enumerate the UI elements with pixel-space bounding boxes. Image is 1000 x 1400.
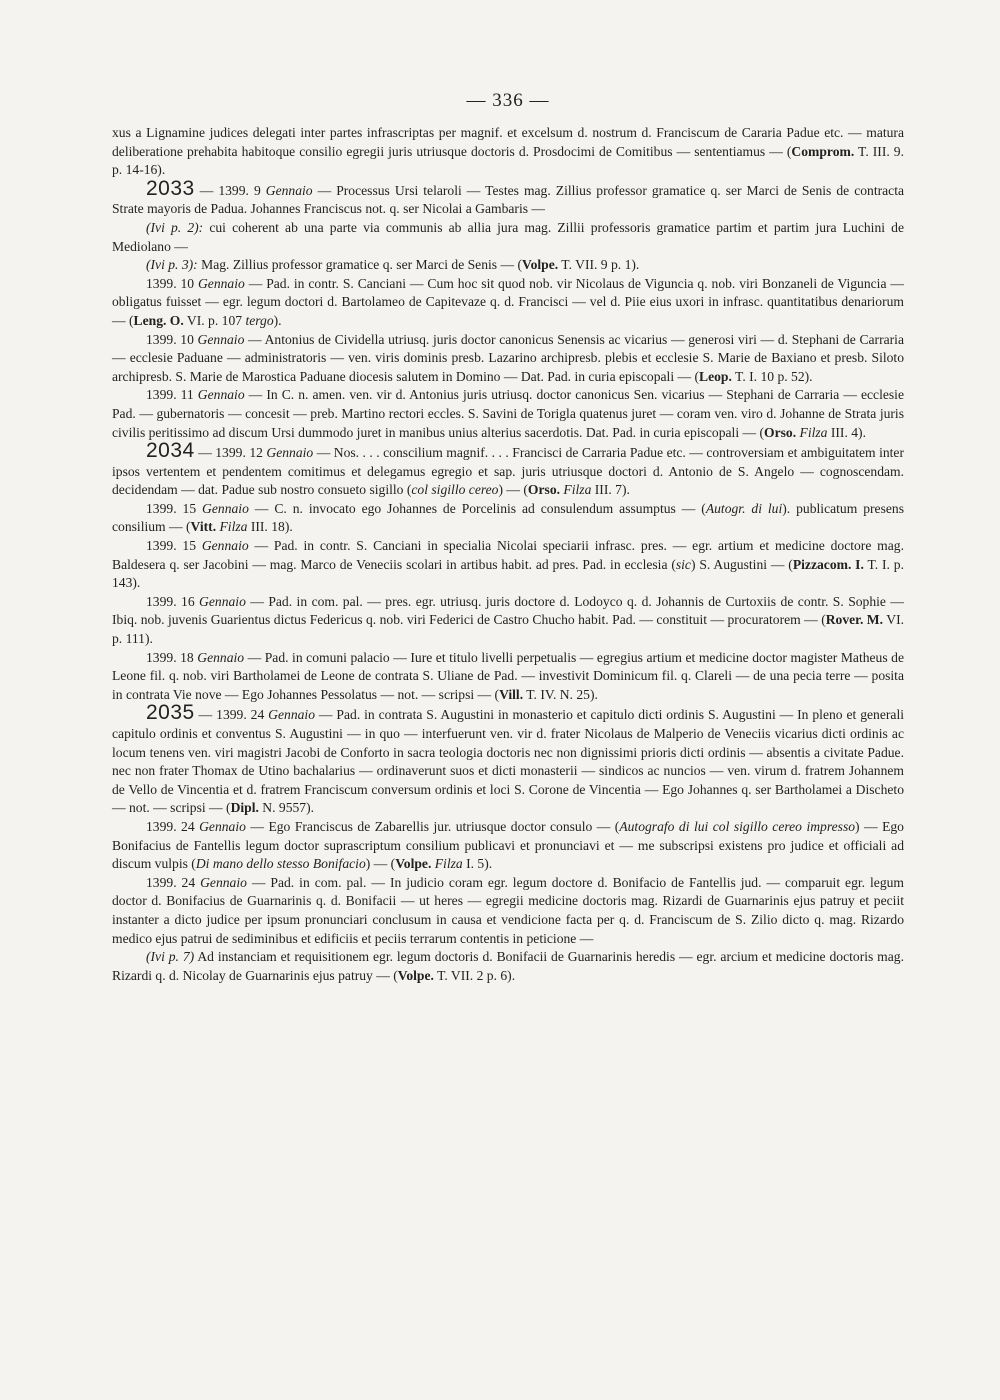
document-paragraph	[112, 537, 904, 593]
document-paragraph	[112, 256, 904, 275]
text-segment: T. I. p. 143).	[112, 556, 904, 591]
text-segment: T. III. 9. p. 14-16).	[112, 143, 904, 178]
text-segment: 1399. 10	[146, 275, 198, 291]
text-segment: Mag. Zillius professor gramatice q. ser Marci de Senis — (	[197, 257, 522, 273]
italic-text: (Ivi p. 2):	[146, 219, 204, 235]
text-segment: — Nos. . . . conscilium magnif. . . . Francisci de Carraria Padue etc. — controversiam et ambiguitatem inter ipsos vertentem et pendentem comitimus et delegamus egregio et sap. juris utriusque doctori d. Antonio de S. Angelo — cognoscendam. decidendam — dat. Padue sub nostro consueto sigillo (	[112, 445, 904, 498]
source-reference: Orso.	[527, 482, 561, 498]
text-segment: — Pad. in contr. S. Canciani — Cum hoc sit quod nob. vir Nicolaus de Viguncia q. nob. viri Bonzaneli de Viguncia — obligatus fuisset — egr. legum doctori d. Bartolameo de Capitevaze q. d. Francisci — vel d. Piie eius uxori in infrasc. quantitatibus denariorum — (	[112, 275, 904, 328]
italic-text: sic	[675, 556, 691, 572]
source-reference: Orso.	[764, 424, 797, 440]
text-segment: — Ego Franciscus de Zabarellis jur. utriusque doctor consulo — (	[245, 818, 620, 834]
text-segment: ). publicatum presens consilium — (	[112, 500, 904, 535]
text-segment: III. 18).	[247, 519, 293, 535]
text-segment: cui coherent ab una parte via communis ab allia jura mag. Zillii professoris gramatice partim et partim jura Luchini de Mediolano —	[112, 219, 904, 254]
text-segment: — Antonius de Cividella utriusq. juris doctor canonicus Senensis ac vicarius — generosi viri — d. Stephani de Carraria — ecclesie Paduane — administratoris — ven. viris dominis presb. Lazarino archipresb. plebis et ecclesie S. Marie de Baxiano et presb. Siloto archipresb. S. Marie de Marostica Paduane diocesis salutem in Domino — Dat. Pad. in curia episcopali — (	[112, 331, 904, 384]
text-segment: — 1399. 9	[194, 182, 266, 198]
text-segment: VI. p. 107	[183, 312, 246, 328]
document-paragraph	[112, 219, 904, 256]
italic-text: Gennaio	[197, 331, 245, 347]
italic-text: Filza	[563, 482, 592, 498]
source-reference: Vill.	[499, 686, 524, 702]
text-segment: 1399. 24	[146, 818, 200, 834]
italic-text: Gennaio	[199, 593, 246, 609]
source-reference: Pizzacom. I.	[792, 556, 864, 572]
text-segment: — Pad. in com. pal. — pres. egr. utriusq. juris doctore d. Lodoyco q. d. Johannis de Curtoxiis de contr. S. Sophie — Ibiq. nob. juvenis Guarientus dictus Federicus q. nob. viri Federici de Castro Chucho habit. Pad. — constituit — procuratorem — (	[112, 593, 904, 628]
italic-text: tergo	[245, 312, 274, 328]
text-segment: — Pad. in contr. S. Canciani in specialia Nicolai speciarii infrasc. pres. — egr. artium et medicine doctore mag. Baldesera q. ser Jacobini — mag. Marco de Veneciis scolari in artibus habit. ad pres. Pad. in ecclesia (	[112, 538, 904, 572]
numbered-entry	[112, 701, 905, 818]
text-segment: 1399. 18	[146, 649, 198, 665]
text-segment: ) S. Augustini — (	[690, 556, 793, 572]
text-segment: VI. p. 111).	[112, 612, 904, 647]
text-segment: xus a Lignamine judices delegati inter partes infrascriptas per magnif. et excelsum d. nostrum d. Franciscum de Cararia Padue etc. — matura deliberatione prehabita habitoque consilio egregii juris utriusque doctoris d. Prosdocimi de Comitibus — sententiamus — (	[112, 125, 904, 159]
source-reference: Volpe.	[397, 967, 434, 983]
text-segment: ) — (	[498, 482, 528, 498]
text-segment: ) — (	[365, 856, 396, 872]
italic-text: (Ivi p. 7)	[146, 949, 195, 965]
italic-text: Gennaio	[201, 538, 249, 554]
source-reference: Vitt.	[190, 519, 217, 535]
italic-text: Di mano dello stesso Bonifacio	[195, 856, 366, 872]
source-reference: Rover. M.	[825, 612, 884, 628]
text-segment: I. 5).	[462, 856, 493, 872]
text-segment: N. 9557).	[258, 800, 315, 816]
text-segment: Ad instanciam et requisitionem egr. legum doctoris d. Bonifacii de Guarnarinis heredis — egr. arcium et medicine doctoris mag. Rizardi q. d. Nicolay de Guarnarinis ejus patruy — (	[112, 949, 904, 983]
document-paragraph	[112, 948, 904, 985]
text-segment: T. VII. 9 p. 1).	[558, 257, 640, 273]
italic-text: Gennaio	[199, 818, 246, 834]
document-paragraph	[112, 275, 904, 331]
italic-text: Gennaio	[268, 707, 315, 723]
document-paragraph	[112, 874, 904, 948]
text-segment: 1399. 10	[146, 331, 198, 347]
text-segment: T. IV. N. 25).	[523, 686, 598, 702]
source-reference: Volpe.	[395, 856, 432, 872]
document-paragraph	[112, 386, 904, 442]
italic-text: Filza	[219, 519, 248, 535]
italic-text: Autografo di lui col sigillo cereo impresso	[619, 818, 856, 834]
document-paragraph	[112, 500, 904, 537]
document-paragraph	[112, 124, 904, 180]
entry-number: 2033	[146, 176, 195, 200]
text-segment: — Pad. in contrata S. Augustini in monasterio et capitulo dicti ordinis S. Augustini — In pleno et generali capitulo ordinis et conventus S. Augustini — in quo — interfuerunt ven. vir d. frater Nicolaus de Malperio de Veneciis vicarius dicti ordinis ac locum tenens ven. viri magistri Jacobi de Conforto in sacra teologia doctoris nec non dignissimi prioris dicti ordinis — absentis a civitate Padue. nec non frater Thomax de Utino bachalarius — ordinaverunt suos et dicti monasterii — sindicos ac nuncios — ven. virum d. fratrem Johannem de Vello de Vincentia et d. fratrem Franciscum conversum ordinis et loci S. Corone de Vincentia — Ego Johannes q. ser Bartholamei a Discheto — not. — scripsi — (	[112, 707, 905, 816]
text-segment: — Pad. in comuni palacio — Iure et titulo livelli perpetualis — egregius artium et medicine doctor magister Matheus de Leone fil. q. nob. viri Bartholamei de Leone de contrata S. Uliane de Pad. — investivit Dominicum fil. q. Clareli — de una pecia terre — posita in contrata Vie nove — Ego Johannes Pessolatus — not. — scripsi — (	[112, 649, 904, 702]
source-reference: Leop.	[699, 368, 732, 384]
text-segment: 1399. 16	[146, 593, 200, 609]
document-paragraph	[112, 649, 904, 705]
numbered-entry	[112, 176, 905, 219]
italic-text: Gennaio	[197, 649, 245, 665]
italic-text: Gennaio	[265, 182, 313, 198]
italic-text: Filza	[799, 424, 828, 440]
italic-text: Gennaio	[266, 445, 314, 461]
italic-text: Gennaio	[197, 387, 245, 403]
source-reference: Leng. O.	[133, 312, 184, 328]
document-paragraph	[112, 331, 904, 387]
italic-text: Gennaio	[197, 275, 245, 291]
text-segment: T. VII. 2 p. 6).	[433, 967, 516, 983]
text-segment: — Pad. in com. pal. — In judicio coram egr. legum doctore d. Bonifacio de Fantellis jud. — comparuit egr. legum doctor d. Bonifacius de Guarnarinis q. d. Bonifacii — ut heres — egregii medicine doctoris mag. Rizardi de Guarnarinis ejus patruy et peciit instanter a dicto judice per ipsum pronunciari conclusum in causa et vendicione facta per q. d. Franciscum de S. Zilio dicto q. mag. Rizardo medico ejus patrui de sediminibus et edificiis et peciis terrarum contentis in peticione —	[112, 874, 904, 946]
text-segment: ).	[273, 312, 282, 328]
italic-text: Gennaio	[202, 500, 249, 516]
italic-text: (Ivi p. 3):	[146, 257, 198, 273]
text-segment: III. 7).	[591, 482, 630, 498]
entry-number: 2034	[146, 439, 195, 463]
italic-text: Filza	[434, 856, 463, 872]
text-segment: III. 4).	[827, 424, 866, 440]
page-number: — 336 —	[466, 90, 550, 111]
italic-text: col sigillo cereo	[411, 482, 499, 498]
source-reference: Dipl.	[230, 800, 259, 816]
text-segment: — 1399. 12	[194, 445, 267, 461]
text-segment: — In C. n. amen. ven. vir d. Antonius juris utriusq. doctor canonicus Sen. vicarius — Stephani de Carraria — ecclesie Pad. — gubernatoris — concesit — preb. Martino rectori eccles. S. Savini de Torigla quatenus juret — coram ven. viro d. Johanne de Strata juris civilis peritissimo ad discum Ursi dummodo juret in manibus unius alterius sacerdotis. Dat. Pad. in curia episcopali — (	[112, 387, 904, 440]
source-reference: Comprom.	[791, 143, 855, 159]
text-segment: 1399. 11	[146, 387, 198, 403]
text-segment: 1399. 24	[146, 874, 201, 890]
text-segment: — 1399. 24	[194, 707, 269, 723]
text-segment: 1399. 15	[146, 538, 202, 554]
entry-number: 2035	[146, 701, 195, 725]
document-paragraph	[112, 818, 904, 874]
document-paragraph	[112, 593, 904, 649]
italic-text: Gennaio	[200, 874, 247, 890]
text-segment: 1399. 15	[146, 500, 203, 516]
numbered-entry	[112, 439, 904, 500]
text-segment: T. I. 10 p. 52).	[731, 368, 813, 384]
text-segment: ) — Ego Bonifacius de Fantellis legum doctor suprascriptum consilium publicavi et pronunciavi et — me subscripsi existens pro judice et officiali ad discum vulpis (	[112, 818, 904, 872]
text-segment: — C. n. invocato ego Johannes de Porcelinis ad consulendum assumptus — (	[248, 500, 706, 516]
italic-text: Autogr. di lui	[705, 500, 783, 516]
text-segment: — Processus Ursi telaroli — Testes mag. Zillius professor gramatice q. ser Marci de Senis de contracta Strate mayoris de Padua. Johannes Franciscus not. q. ser Nicolai a Gambaris —	[112, 182, 905, 217]
body-text	[112, 124, 904, 985]
source-reference: Volpe.	[522, 257, 559, 273]
